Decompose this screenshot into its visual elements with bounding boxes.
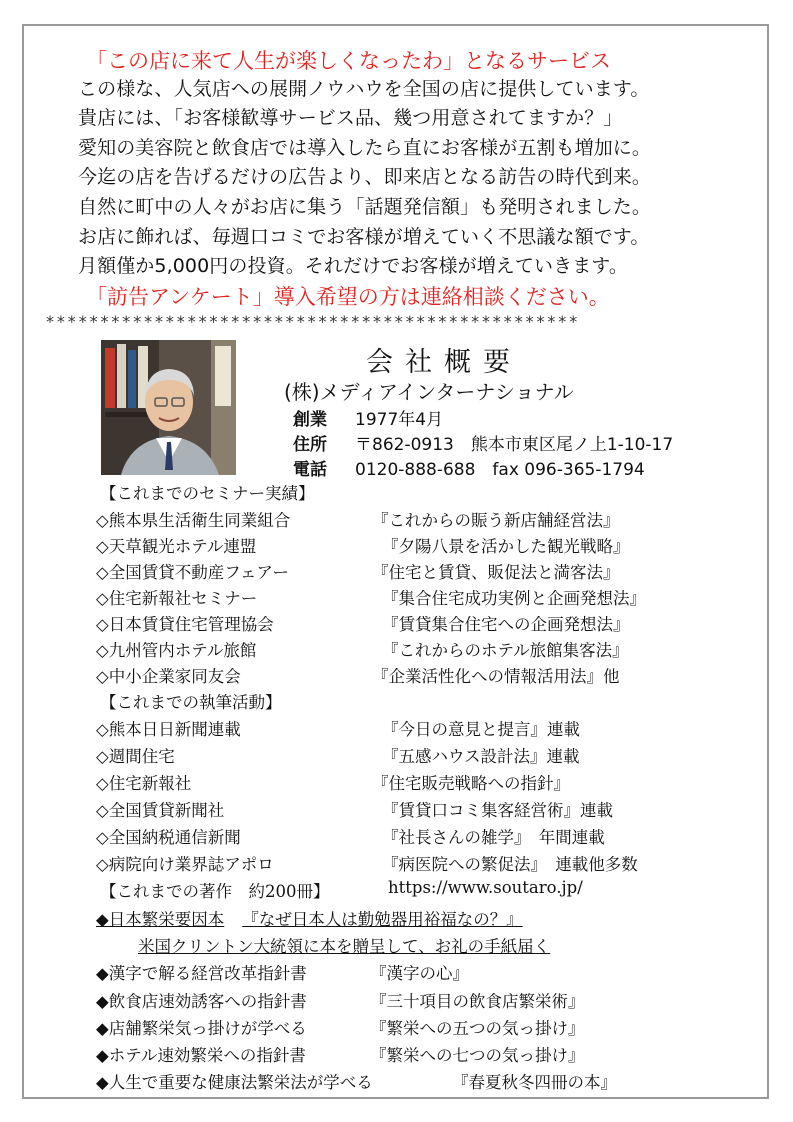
item-title: 『賃貸集合住宅への企画発想法』 <box>382 615 630 634</box>
item-org: ◆人生で重要な健康法繁栄法が学べる <box>96 1073 373 1092</box>
call-to-action: 「訪告アンケート」導入希望の方は連絡相談ください。 <box>86 285 610 309</box>
intro-line: 月額僅か5,000円の投資。それだけでお客様が増えていきます。 <box>78 255 628 277</box>
founded-label: 創業 <box>293 410 327 430</box>
item-title: 『繁栄への七つの気っ掛け』 <box>370 1046 585 1065</box>
item-title: 『社長さんの雑学』 年間連載 <box>382 828 605 847</box>
writing-heading: 【これまでの執筆活動】 <box>100 693 282 712</box>
item-title: 『これからの賑う新店舗経営法』 <box>372 511 620 530</box>
intro-line: 自然に町中の人々がお店に集う「話題発信額」も発明されました。 <box>78 196 652 218</box>
item-title: 『なぜ日本人は勤勉器用裕福なの？』 <box>242 910 523 929</box>
item-title: 『賃貸口コミ集客経営術』連載 <box>382 801 613 820</box>
list-item <box>96 663 620 687</box>
item-org: ◆飲食店速効誘客への指針書 <box>96 992 307 1011</box>
address-value: 〒862-0913 熊本市東区尾ノ上1-10-17 <box>355 435 674 455</box>
list-item <box>96 960 469 984</box>
address-row <box>293 430 673 455</box>
item-title: 『住宅販売戦略への指針』 <box>372 774 570 793</box>
list-item <box>96 585 646 609</box>
item-org: ◇熊本県生活衛生同業組合 <box>96 511 291 530</box>
item-title: 『夕陽八景を活かした観光戦略』 <box>382 537 630 556</box>
company-title: 会社概要 <box>366 347 522 378</box>
list-item <box>96 770 570 794</box>
item-title: 『繁栄への五つの気っ掛け』 <box>370 1019 585 1038</box>
list-item <box>96 637 629 661</box>
list-item <box>96 988 585 1012</box>
portrait-photo <box>101 340 236 475</box>
list-item <box>96 1015 585 1039</box>
item-org: ◇熊本日日新聞連載 <box>96 720 241 739</box>
list-item <box>96 743 580 767</box>
phone-value: 0120-888-688 fax 096-365-1794 <box>355 460 645 480</box>
list-item <box>96 507 620 531</box>
founded-value: 1977年4月 <box>355 410 444 430</box>
list-item <box>96 797 613 821</box>
intro-line: 貴店には、「お客様歓導サービス品、幾つ用意されてますか？」 <box>78 107 623 129</box>
divider: ************************************************* <box>46 312 581 331</box>
item-title: 『今日の意見と提言』連載 <box>382 720 580 739</box>
item-org: ◇天草観光ホテル連盟 <box>96 537 257 556</box>
list-item <box>96 824 605 848</box>
books-heading-label: 【これまでの著作 約200冊】 <box>100 882 330 901</box>
item-org: ◇全国賃貸不動産フェアー <box>96 563 289 582</box>
item-org: ◆日本繁栄要因本 <box>96 910 225 929</box>
intro-line: お店に飾れば、毎週口コミでお客様が増えていく不思議な額です。 <box>78 226 650 248</box>
list-item <box>96 851 638 875</box>
item-org: ◇病院向け業界誌アポロ <box>96 855 274 874</box>
list-item <box>96 533 630 557</box>
item-org: ◇全国賃貸新聞社 <box>96 801 225 820</box>
item-title: 『三十項目の飲食店繁栄術』 <box>370 992 585 1011</box>
list-item <box>96 611 630 635</box>
intro-line: 今迄の店を告げるだけの広告より、即来店となる訪告の時代到来。 <box>78 166 652 188</box>
item-org: ◆ホテル速効繁栄への指針書 <box>96 1046 306 1065</box>
item-title: 『春夏秋冬四冊の本』 <box>452 1073 617 1092</box>
item-org: ◇週間住宅 <box>96 747 175 766</box>
list-item <box>96 1042 585 1066</box>
item-title: 『病医院への繁促法』 連載他多数 <box>382 855 638 874</box>
headline: 「この店に来て人生が楽しくなったわ」となるサービス <box>86 49 611 73</box>
item-title: 『企業活性化への情報活用法』他 <box>372 667 620 686</box>
list-item <box>96 716 580 740</box>
portrait-icon <box>101 340 236 475</box>
item-org: ◇住宅新報社 <box>96 774 192 793</box>
item-org: ◇住宅新報社セミナー <box>96 589 258 608</box>
seminars-heading: 【これまでのセミナー実績】 <box>100 484 315 503</box>
item-title: 『これからのホテル旅館集客法』 <box>382 641 629 660</box>
item-org: ◇全国納税通信新聞 <box>96 828 241 847</box>
item-org: ◇日本賃貸住宅管理協会 <box>96 615 274 634</box>
address-label: 住所 <box>293 435 327 455</box>
item-org: ◇九州管内ホテル旅館 <box>96 641 257 660</box>
item-title: 『集合住宅成功実例と企画発想法』 <box>382 589 646 608</box>
item-org: ◇中小企業家同友会 <box>96 667 241 686</box>
item-title: 『五感ハウス設計法』連載 <box>382 747 580 766</box>
item-org: ◆漢字で解る経営改革指針書 <box>96 964 307 983</box>
item-title: 『漢字の心』 <box>370 964 469 983</box>
phone-row <box>293 455 645 480</box>
books-heading <box>100 878 583 902</box>
phone-label: 電話 <box>293 460 327 480</box>
intro-line: この様な、人気店への展開ノウハウを全国の店に提供しています。 <box>78 78 650 100</box>
list-item <box>96 1069 617 1093</box>
featured-note: 米国クリントン大統領に本を贈呈して、お礼の手紙届く <box>138 937 551 956</box>
founded-row <box>293 405 443 430</box>
intro-line: 愛知の美容院と飲食店では導入したら直にお客様が五割も増加に。 <box>78 137 652 159</box>
item-title: 『住宅と賃貸、販促法と満客法』 <box>372 563 620 582</box>
website-link[interactable]: https://www.soutaro.jp/ <box>388 878 583 897</box>
item-org: ◆店舗繁栄気っ掛けが学べる <box>96 1019 307 1038</box>
company-name: (株)メディアインターナショナル <box>284 380 574 404</box>
list-item <box>96 559 620 583</box>
featured-book <box>96 906 523 930</box>
